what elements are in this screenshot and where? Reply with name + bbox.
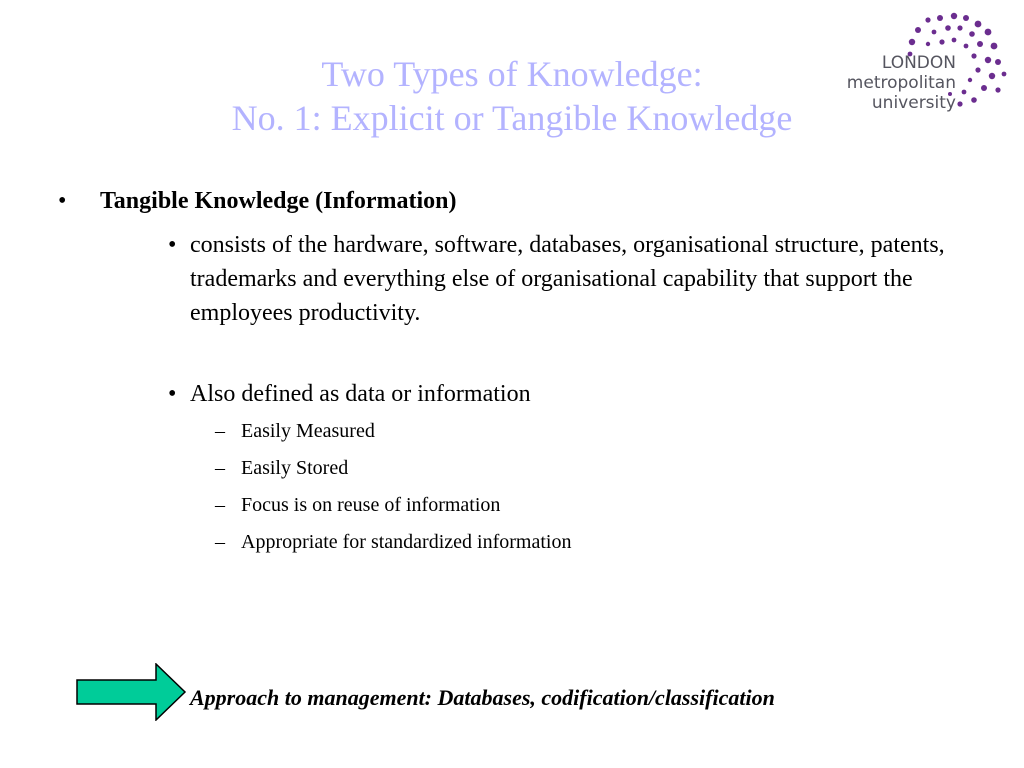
list-item-text: Easily Stored — [241, 457, 349, 479]
bullet-mark: • — [168, 232, 177, 258]
title-line-1: Two Types of Knowledge: — [321, 54, 703, 94]
bullet-mark: • — [58, 188, 67, 214]
approach-text: Approach to management: Databases, codification/classification — [190, 685, 775, 710]
list-item-text: Appropriate for standardized information — [241, 531, 572, 553]
dash-mark: – — [215, 531, 225, 553]
title-line-2: No. 1: Explicit or Tangible Knowledge — [231, 98, 793, 138]
logo-line-1: LONDON — [881, 53, 956, 73]
logo-line-2: metropolitan — [846, 73, 956, 93]
list-item-text: Focus is on reuse of information — [241, 494, 501, 516]
dash-mark: – — [215, 494, 225, 516]
dash-mark: – — [215, 420, 225, 442]
sub-bullet-1-text: consists of the hardware, software, databases, organisational structure, patents, trademarks and everything else of organisational capability that support the employees productivity. — [190, 232, 945, 326]
right-arrow-icon — [76, 663, 188, 721]
sub-bullet-2-text: Also defined as data or information — [190, 381, 531, 407]
dash-mark: – — [215, 457, 225, 479]
logo-line-3: university — [871, 93, 956, 113]
bullet-mark: • — [168, 381, 177, 407]
main-heading: Tangible Knowledge (Information) — [100, 188, 457, 214]
list-item-text: Easily Measured — [241, 420, 375, 442]
